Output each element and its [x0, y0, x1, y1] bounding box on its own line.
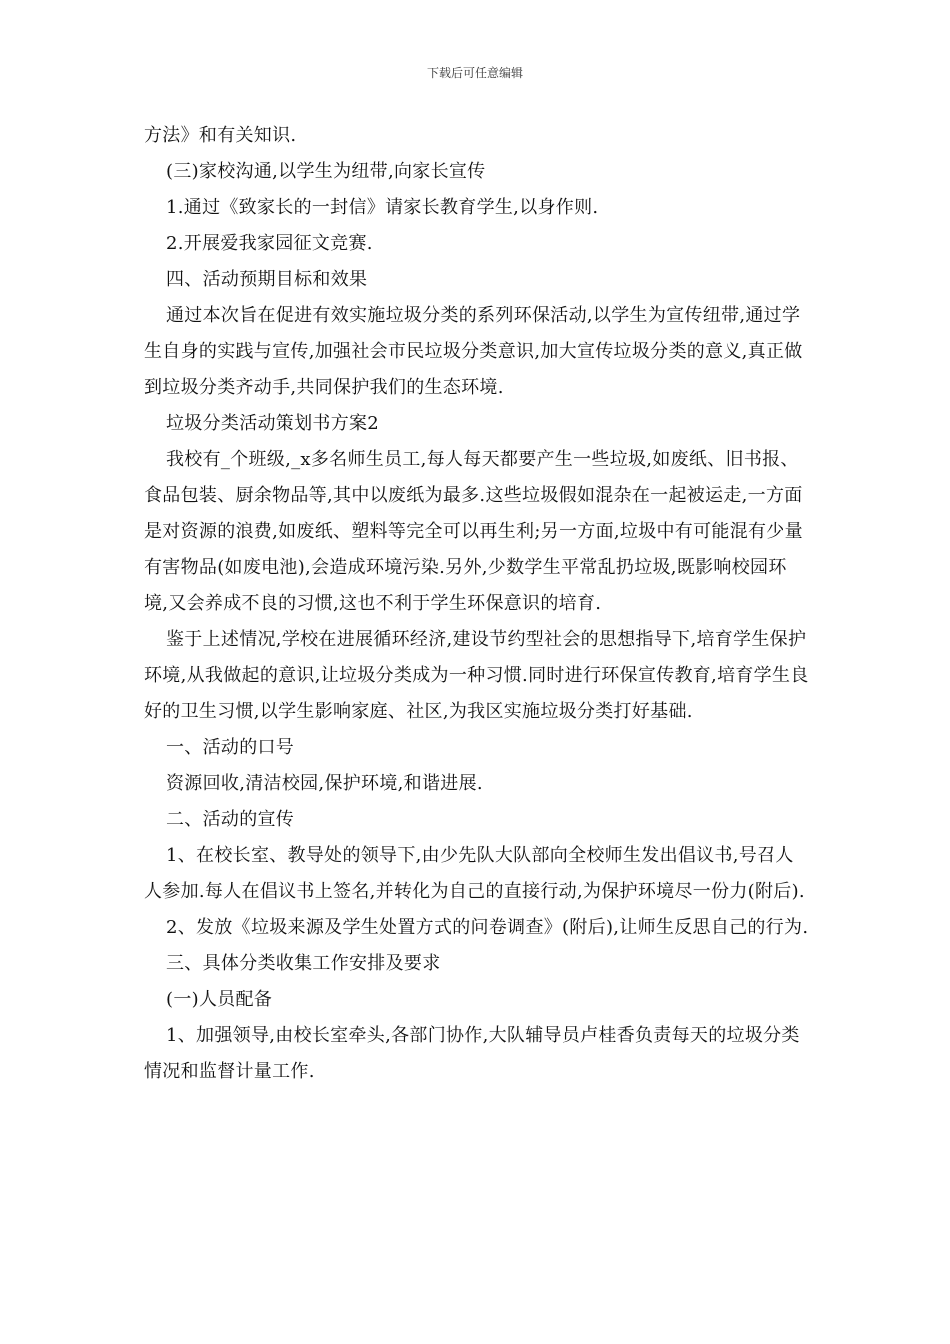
subsection-heading: (一)人员配备 — [166, 989, 273, 1010]
paragraph: 我校有_个班级,_x多名师生员工,每人每天都要产生一些垃圾,如废纸、旧书报、食品包装、厨余物品等,其中以废纸为最多.这些垃圾假如混杂在一起被运走,一方面是对资源的浪费,如废纸、塑料等完全可以再生利;另一方面,垃圾中有可能混有少量有害物品(如废电池),会造成环境污染.另外,少数学生平常乱扔垃圾,既影响校园环境,又会养成不良的习惯,这也不利于学生环保意识的培育. — [144, 449, 803, 614]
page-header-note: 下载后可任意编辑 — [426, 66, 523, 80]
section-heading: 一、活动的口号 — [166, 737, 295, 758]
section-heading: 二、活动的宣传 — [166, 809, 295, 830]
paragraph: 通过本次旨在促进有效实施垃圾分类的系列环保活动,以学生为宣传纽带,通过学生自身的实践与宣传,加强社会市民垃圾分类意识,加大宣传垃圾分类的意义,真正做到垃圾分类齐动手,共同保护我们的生态环境. — [144, 305, 803, 398]
paragraph: 方法》和有关知识. — [144, 125, 297, 146]
document-body — [144, 118, 810, 1090]
section-heading: 四、活动预期目标和效果 — [166, 269, 368, 290]
paragraph: 鉴于上述情况,学校在进展循环经济,建设节约型社会的思想指导下,培育学生保护环境,从我做起的意识,让垃圾分类成为一种习惯.同时进行环保宣传教育,培育学生良好的卫生习惯,以学生影响家庭、社区,为我区实施垃圾分类打好基础. — [144, 629, 809, 722]
paragraph: 资源回收,清洁校园,保护环境,和谐进展. — [166, 773, 483, 794]
list-item: 2.开展爱我家园征文竞赛. — [166, 233, 373, 254]
document-title: 垃圾分类活动策划书方案2 — [166, 413, 380, 434]
list-item: 2、发放《垃圾来源及学生处置方式的问卷调查》(附后),让师生反思自己的行为. — [166, 917, 809, 938]
list-item: 1、在校长室、教导处的领导下,由少先队大队部向全校师生发出倡议书,号召人人参加.每人在倡议书上签名,并转化为自己的直接行动,为保护环境尽一份力(附后). — [144, 845, 805, 902]
section-heading: (三)家校沟通,以学生为纽带,向家长宣传 — [166, 161, 486, 182]
list-item: 1.通过《致家长的一封信》请家长教育学生,以身作则. — [166, 197, 599, 218]
list-item: 1、加强领导,由校长室牵头,各部门协作,大队辅导员卢桂香负责每天的垃圾分类情况和监督计量工作. — [144, 1025, 800, 1082]
section-heading: 三、具体分类收集工作安排及要求 — [166, 953, 441, 974]
